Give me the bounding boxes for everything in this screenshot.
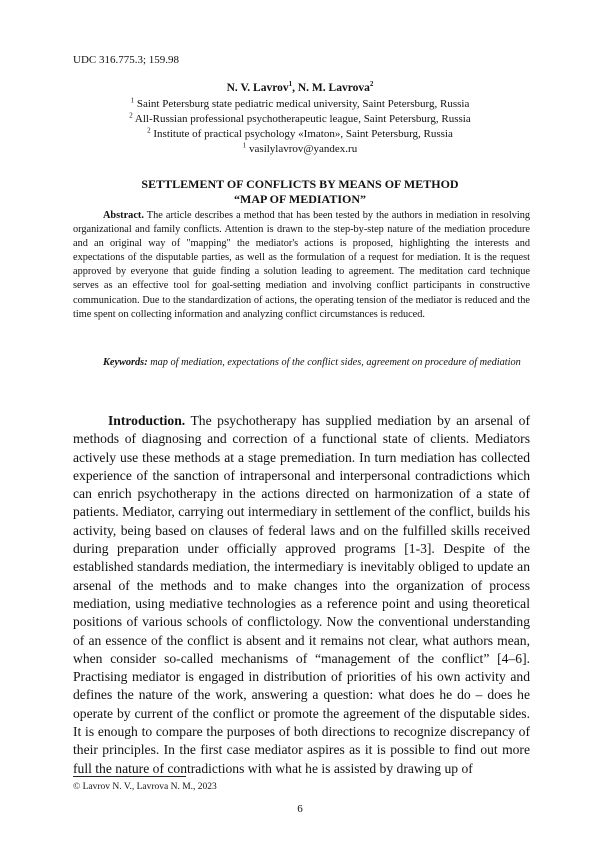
affiliation-1-sup: 1 bbox=[130, 96, 135, 105]
affiliation-1-text: Saint Petersburg state pediatric medical university, Saint Petersburg, Russia bbox=[134, 98, 470, 110]
abstract-text: The article describes a method that has been tested by the authors in mediation in resolving organizational and family conflicts. Attention is drawn to the step-by-step nature of the mediation procedure and an original way of "mapping" the mediator's actions is proposed, highlighting the interests and expectations of the disputable parties, as well as the formulation of a request for mediation. It is the request approved by everyone that guide finding a solution leading to agreement. The meditation card technique serves as an effective tool for goal-setting mediation and involving conflict participants in constructive communication. Due to the standardization of actions, the operating tension of the mediator is reduced and the time spent on collecting information and analyzing conflict circumstances is reduced. bbox=[73, 210, 530, 320]
affiliation-3 bbox=[0, 128, 600, 140]
author-email bbox=[0, 143, 600, 155]
udc-code: UDC 316.775.3; 159.98 bbox=[73, 54, 180, 66]
abstract-label: Abstract. bbox=[103, 210, 144, 221]
author-separator: , bbox=[292, 82, 298, 94]
author-1: N. V. Lavrov bbox=[226, 82, 289, 94]
email-sup: 1 bbox=[242, 141, 247, 150]
paper-title bbox=[0, 177, 600, 207]
title-line-2: “MAP OF MEDIATION” bbox=[234, 192, 366, 206]
keywords-label: Keywords: bbox=[103, 357, 148, 368]
affiliation-3-text: Institute of practical psychology «Imaton», Saint Petersburg, Russia bbox=[150, 128, 453, 140]
authors-line bbox=[0, 82, 600, 94]
footnote-divider bbox=[73, 776, 186, 777]
author-2: N. M. Lavrova bbox=[297, 82, 370, 94]
abstract bbox=[73, 209, 530, 322]
copyright-footnote: © Lavrov N. V., Lavrova N. M., 2023 bbox=[73, 782, 217, 792]
affiliation-2 bbox=[0, 113, 600, 125]
introduction-text: The psychotherapy has supplied mediation by an arsenal of methods of diagnosing and correction of a functional state of clients. Mediators actively use these methods at a stage premediation. In turn mediation has collected experience of the sanction of intrapersonal and interpersonal contradictions which can enrich psychotherapy in the actions directed on harmonization of a state of patients. Mediator, carrying out intermediary in settlement of the conflict, builds his activity, being based on clauses of federal laws and on the fulfilled skills received during preparation under officially approved programs [1-3]. Despite of the established standards mediation, the intermediary is inevitably obliged to update an arsenal of the methods and to make changes into the organization of process mediation, using mediative technologies as a reference point and using theoretical positions of various schools of conflictology. Now the conventional understanding of an essence of the conflict is absent and it remains not clear, what authors mean, when consider so-called mechanisms of “management of the conflict” [4–6]. Practising mediator is engaged in distribution of priorities of his own activity and defines the nature of the work, answering a question: what does he do – does he operate by current of the conflict or promote the agreement of the disputable sides. It is enough to compare the purposes of both directions to recognize discrepancy of their principles. In the first case mediator aspires as it is possible to find out more full the nature of contradictions with what he is assisted by drawing up of bbox=[73, 413, 530, 776]
keywords-text: map of mediation, expectations of the conflict sides, agreement on procedure of mediation bbox=[147, 357, 521, 368]
introduction bbox=[73, 412, 530, 778]
keywords bbox=[73, 356, 530, 370]
introduction-label: Introduction. bbox=[108, 413, 186, 428]
author-1-sup: 1 bbox=[288, 80, 293, 89]
affiliation-2-text: All-Russian professional psychotherapeutic league, Saint Petersburg, Russia bbox=[132, 113, 471, 125]
title-line-1: SETTLEMENT OF CONFLICTS BY MEANS OF METHOD bbox=[141, 177, 459, 191]
affiliation-1 bbox=[0, 98, 600, 110]
affiliation-3-sup: 2 bbox=[147, 126, 151, 135]
author-2-sup: 2 bbox=[369, 80, 374, 89]
email-text: vasilylavrov@yandex.ru bbox=[246, 143, 358, 155]
page-number: 6 bbox=[297, 803, 303, 815]
affiliation-2-sup: 2 bbox=[129, 111, 133, 120]
